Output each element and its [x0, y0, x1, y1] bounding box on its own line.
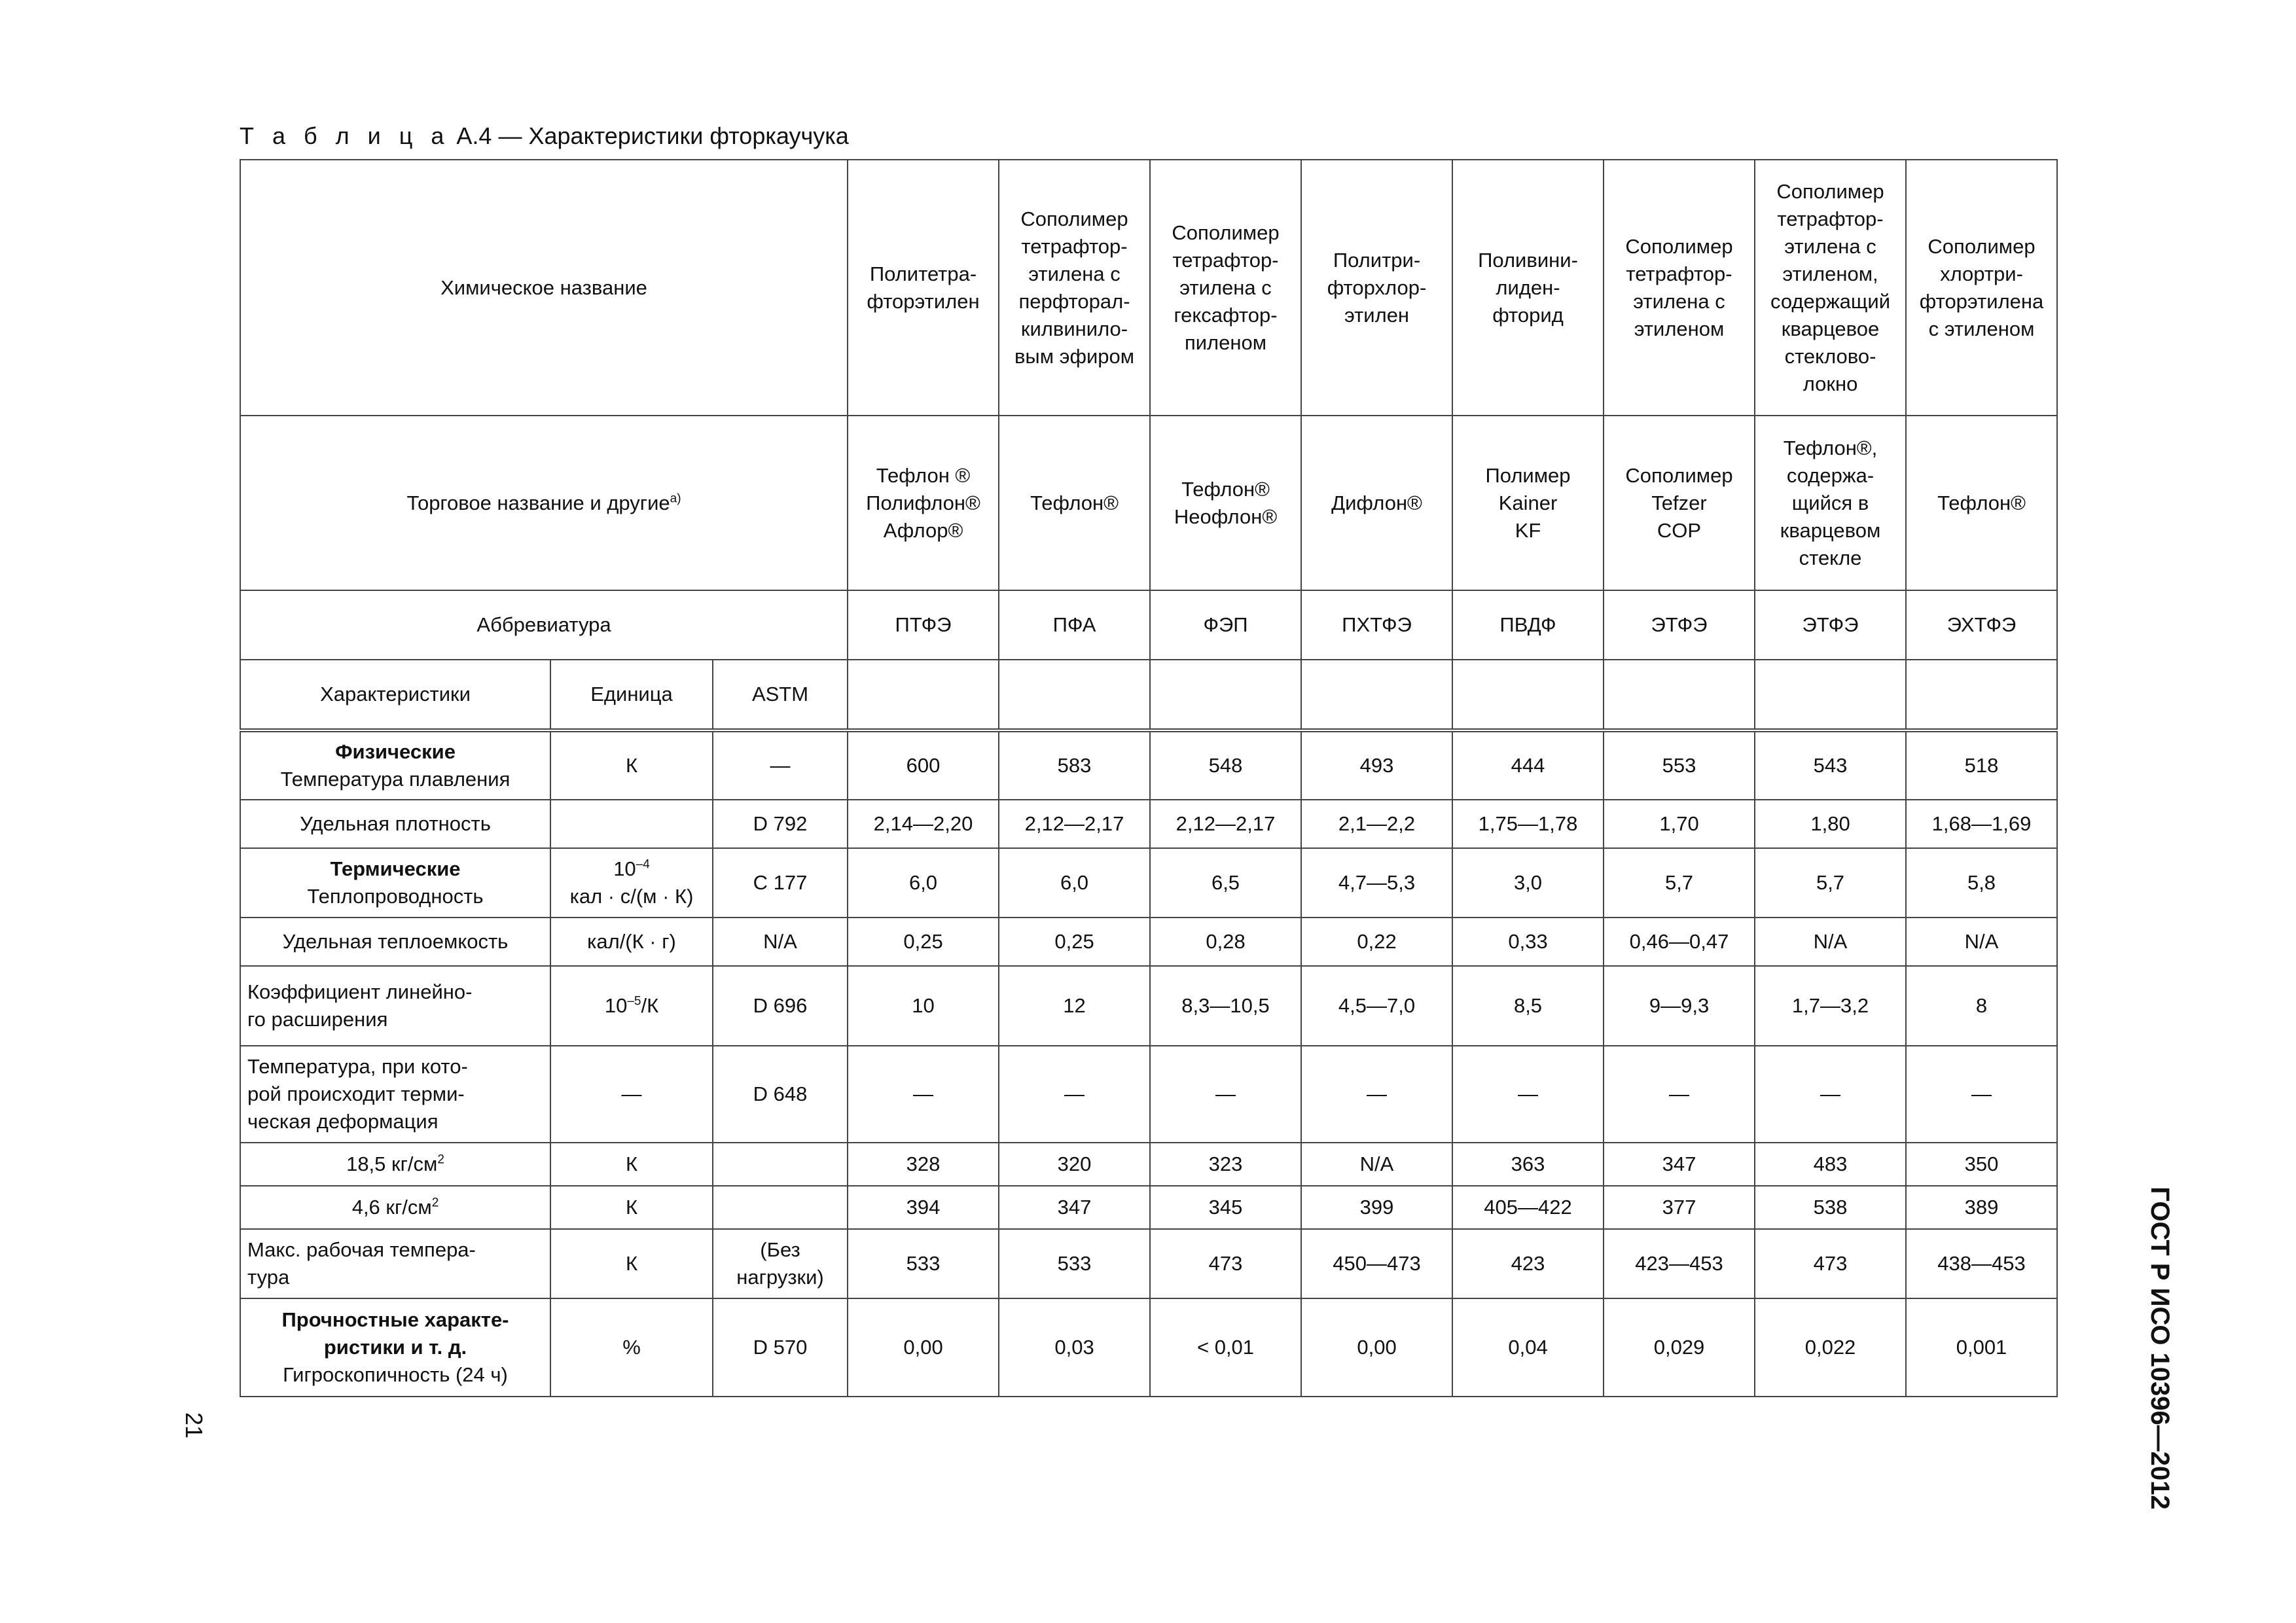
value-cell: 553 — [1604, 730, 1755, 800]
astm-cell: С 177 — [713, 848, 848, 918]
characteristic-cell — [240, 1046, 550, 1143]
value-cell: 533 — [999, 1229, 1150, 1298]
abbreviation-cell: ПФА — [999, 590, 1150, 660]
value-cell: 0,022 — [1755, 1298, 1906, 1397]
characteristic-cell — [240, 1143, 550, 1186]
value-cell: 583 — [999, 730, 1150, 800]
characteristic-name: Температура плавления — [280, 768, 511, 791]
value-cell: — — [1301, 1046, 1452, 1143]
abbreviation-cell: ПТФЭ — [848, 590, 999, 660]
empty-cell — [1452, 660, 1604, 730]
value-cell: 1,75—1,78 — [1452, 800, 1604, 848]
table-row — [240, 1186, 2057, 1229]
characteristic-name: Гигроскопичность (24 ч) — [283, 1363, 508, 1386]
empty-cell — [1150, 660, 1301, 730]
footnote-mark: а) — [670, 491, 681, 506]
value-cell: 323 — [1150, 1143, 1301, 1186]
characteristic-name: 4,6 кг/см — [351, 1196, 432, 1219]
unit-cell: % — [550, 1298, 713, 1397]
characteristic-name: Коэффициент линейно- го расширения — [247, 980, 473, 1031]
unit-cell: К — [550, 730, 713, 800]
empty-cell — [1604, 660, 1755, 730]
value-cell: — — [848, 1046, 999, 1143]
value-cell: 518 — [1906, 730, 2057, 800]
page-number: 21 — [181, 1412, 207, 1439]
value-cell: 0,22 — [1301, 918, 1452, 966]
table-caption — [240, 122, 849, 151]
value-cell: 423—453 — [1604, 1229, 1755, 1298]
value-cell: 345 — [1150, 1186, 1301, 1229]
chemical-name-cell: Сополимер тетрафтор- этилена с гексафтор- пиленом — [1150, 160, 1301, 416]
value-cell: 2,12—2,17 — [1150, 800, 1301, 848]
value-cell: 2,1—2,2 — [1301, 800, 1452, 848]
value-cell: 363 — [1452, 1143, 1604, 1186]
value-cell: 483 — [1755, 1143, 1906, 1186]
empty-cell — [1755, 660, 1906, 730]
value-cell: 399 — [1301, 1186, 1452, 1229]
abbreviation-cell: ПХТФЭ — [1301, 590, 1452, 660]
trade-name-cell: Тефлон ® Полифлон® Афлор® — [848, 416, 999, 590]
characteristic-name: Теплопроводность — [307, 885, 484, 908]
value-cell: 0,46—0,47 — [1604, 918, 1755, 966]
value-cell: — — [1755, 1046, 1906, 1143]
trade-name-cell: Сополимер Tefzer COP — [1604, 416, 1755, 590]
chemical-name-cell: Политри- фторхлор- этилен — [1301, 160, 1452, 416]
unit-cell — [550, 800, 713, 848]
value-cell: 328 — [848, 1143, 999, 1186]
value-cell: — — [1150, 1046, 1301, 1143]
astm-cell: (Без нагрузки) — [713, 1229, 848, 1298]
astm-cell — [713, 1143, 848, 1186]
astm-cell: D 696 — [713, 966, 848, 1046]
value-cell: — — [999, 1046, 1150, 1143]
characteristic-cell — [240, 966, 550, 1046]
characteristic-cell — [240, 1298, 550, 1397]
value-cell: 438—453 — [1906, 1229, 2057, 1298]
value-cell: < 0,01 — [1150, 1298, 1301, 1397]
superscript: 2 — [437, 1152, 444, 1167]
astm-cell: N/A — [713, 918, 848, 966]
value-cell: 423 — [1452, 1229, 1604, 1298]
chemical-name-cell: Сополимер тетрафтор- этилена с этиленом, содержащий кварцевое стеклово- локно — [1755, 160, 1906, 416]
trade-name-cell: Тефлон® — [999, 416, 1150, 590]
section-heading: Термические — [330, 857, 461, 880]
characteristic-name: Удельная теплоемкость — [282, 930, 509, 953]
value-cell: 377 — [1604, 1186, 1755, 1229]
value-cell: 444 — [1452, 730, 1604, 800]
value-cell: 9—9,3 — [1604, 966, 1755, 1046]
value-cell: 543 — [1755, 730, 1906, 800]
value-cell: 473 — [1150, 1229, 1301, 1298]
chemical-name-cell: Сополимер хлортри- фторэтилена с этиленом — [1906, 160, 2057, 416]
value-cell: 8,5 — [1452, 966, 1604, 1046]
value-cell: 0,00 — [1301, 1298, 1452, 1397]
characteristic-cell — [240, 1229, 550, 1298]
characteristic-name: Удельная плотность — [300, 812, 491, 835]
value-cell: 0,28 — [1150, 918, 1301, 966]
value-cell: 347 — [999, 1186, 1150, 1229]
chemical-name-label: Химическое название — [240, 160, 848, 416]
unit-exponent: –5 — [627, 994, 641, 1008]
abbreviation-cell: ПВДФ — [1452, 590, 1604, 660]
empty-cell — [1301, 660, 1452, 730]
trade-name-label: Торговое название и другие$^{а)}$ — [240, 416, 848, 590]
value-cell: 4,7—5,3 — [1301, 848, 1452, 918]
astm-cell: D 792 — [713, 800, 848, 848]
value-cell: 0,25 — [848, 918, 999, 966]
abbreviation-label: Аббревиатура — [240, 590, 848, 660]
table-row — [240, 918, 2057, 966]
trade-name-cell: Полимер Kainer KF — [1452, 416, 1604, 590]
table-row — [240, 800, 2057, 848]
value-cell: 1,7—3,2 — [1755, 966, 1906, 1046]
value-cell: N/A — [1301, 1143, 1452, 1186]
value-cell: 0,25 — [999, 918, 1150, 966]
value-cell: 5,8 — [1906, 848, 2057, 918]
column-header-row — [240, 660, 2057, 730]
characteristic-cell — [240, 918, 550, 966]
abbreviation-cell: ФЭП — [1150, 590, 1301, 660]
chemical-name-row — [240, 160, 2057, 416]
unit-cell: кал/(К · г) — [550, 918, 713, 966]
value-cell: 347 — [1604, 1143, 1755, 1186]
value-cell: 538 — [1755, 1186, 1906, 1229]
value-cell: 320 — [999, 1143, 1150, 1186]
value-cell: N/A — [1755, 918, 1906, 966]
unit-cell: К — [550, 1229, 713, 1298]
unit-base: 10 — [613, 857, 636, 880]
value-cell: 5,7 — [1755, 848, 1906, 918]
value-cell: 394 — [848, 1186, 999, 1229]
abbreviation-cell: ЭТФЭ — [1604, 590, 1755, 660]
value-cell: 10 — [848, 966, 999, 1046]
unit-cell: К — [550, 1186, 713, 1229]
value-cell: 3,0 — [1452, 848, 1604, 918]
empty-cell — [848, 660, 999, 730]
table-row — [240, 1143, 2057, 1186]
table-row — [240, 966, 2057, 1046]
document-title: ГОСТ Р ИСО 10396—2012 — [2145, 1186, 2174, 1510]
abbreviation-cell: ЭХТФЭ — [1906, 590, 2057, 660]
characteristic-name: Макс. рабочая темпера- тура — [247, 1238, 476, 1289]
value-cell: 4,5—7,0 — [1301, 966, 1452, 1046]
unit-suffix: /К — [641, 994, 659, 1017]
table-row — [240, 848, 2057, 918]
table-row — [240, 730, 2057, 800]
chemical-name-cell: Политетра- фторэтилен — [848, 160, 999, 416]
value-cell: 8,3—10,5 — [1150, 966, 1301, 1046]
trade-name-cell: Тефлон®, содержа- щийся в кварцевом стекле — [1755, 416, 1906, 590]
value-cell: 5,7 — [1604, 848, 1755, 918]
value-cell: 405—422 — [1452, 1186, 1604, 1229]
unit-header: Единица — [550, 660, 713, 730]
unit-cell: К — [550, 1143, 713, 1186]
abbreviation-row — [240, 590, 2057, 660]
table-row — [240, 1298, 2057, 1397]
value-cell: 1,80 — [1755, 800, 1906, 848]
astm-cell: D 570 — [713, 1298, 848, 1397]
characteristic-cell — [240, 1186, 550, 1229]
abbreviation-cell: ЭТФЭ — [1755, 590, 1906, 660]
trade-name-cell: Дифлон® — [1301, 416, 1452, 590]
trade-name-cell: Тефлон® — [1906, 416, 2057, 590]
section-heading: Физические — [335, 740, 456, 763]
value-cell: 0,029 — [1604, 1298, 1755, 1397]
value-cell: 389 — [1906, 1186, 2057, 1229]
astm-header: ASTM — [713, 660, 848, 730]
empty-cell — [999, 660, 1150, 730]
chemical-name-cell: Сополимер тетрафтор- этилена с этиленом — [1604, 160, 1755, 416]
astm-cell: — — [713, 730, 848, 800]
unit-base: 10 — [604, 994, 628, 1017]
characteristic-cell — [240, 848, 550, 918]
value-cell: 600 — [848, 730, 999, 800]
chemical-name-cell: Поливини- лиден- фторид — [1452, 160, 1604, 416]
value-cell: 0,04 — [1452, 1298, 1604, 1397]
value-cell: 548 — [1150, 730, 1301, 800]
unit-cell: — — [550, 1046, 713, 1143]
characteristics-header: Характеристики — [240, 660, 550, 730]
value-cell: — — [1906, 1046, 2057, 1143]
unit-cell — [550, 966, 713, 1046]
value-cell: 6,5 — [1150, 848, 1301, 918]
value-cell: 6,0 — [848, 848, 999, 918]
value-cell: 350 — [1906, 1143, 2057, 1186]
characteristic-name: Температура, при кото- рой происходит терми- ческая деформация — [247, 1055, 468, 1133]
value-cell: 533 — [848, 1229, 999, 1298]
value-cell: 0,03 — [999, 1298, 1150, 1397]
value-cell: N/A — [1906, 918, 2057, 966]
table-row — [240, 1229, 2057, 1298]
astm-cell: D 648 — [713, 1046, 848, 1143]
value-cell: — — [1452, 1046, 1604, 1143]
characteristic-cell — [240, 730, 550, 800]
value-cell: — — [1604, 1046, 1755, 1143]
superscript: 2 — [431, 1196, 439, 1210]
trade-name-row — [240, 416, 2057, 590]
trade-name-cell: Тефлон® Неофлон® — [1150, 416, 1301, 590]
section-heading: Прочностные характе- ристики и т. д. — [281, 1308, 509, 1359]
value-cell: 2,12—2,17 — [999, 800, 1150, 848]
caption-title: А.4 — Характеристики фторкаучука — [456, 122, 849, 149]
caption-prefix: Т а б л и ц а — [240, 122, 450, 149]
value-cell: 2,14—2,20 — [848, 800, 999, 848]
value-cell: 0,33 — [1452, 918, 1604, 966]
unit-cell — [550, 848, 713, 918]
value-cell: 1,68—1,69 — [1906, 800, 2057, 848]
value-cell: 1,70 — [1604, 800, 1755, 848]
characteristic-name: 18,5 кг/см — [346, 1152, 438, 1175]
characteristic-cell — [240, 800, 550, 848]
value-cell: 0,001 — [1906, 1298, 2057, 1397]
table-row — [240, 1046, 2057, 1143]
value-cell: 8 — [1906, 966, 2057, 1046]
value-cell: 6,0 — [999, 848, 1150, 918]
value-cell: 473 — [1755, 1229, 1906, 1298]
unit-line: кал · с/(м · К) — [569, 885, 694, 908]
unit-exponent: –4 — [636, 857, 650, 872]
value-cell: 0,00 — [848, 1298, 999, 1397]
characteristics-table — [240, 159, 2058, 1397]
value-cell: 450—473 — [1301, 1229, 1452, 1298]
chemical-name-cell: Сополимер тетрафтор- этилена с перфторал- килвинило- вым эфиром — [999, 160, 1150, 416]
astm-cell — [713, 1186, 848, 1229]
value-cell: 12 — [999, 966, 1150, 1046]
value-cell: 493 — [1301, 730, 1452, 800]
empty-cell — [1906, 660, 2057, 730]
